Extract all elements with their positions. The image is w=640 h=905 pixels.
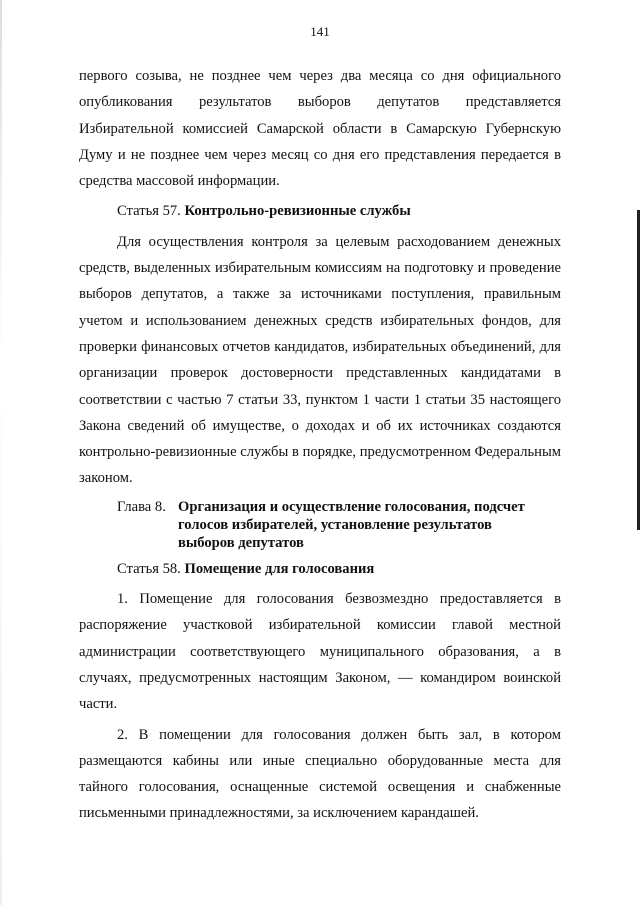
article-58-prefix: Статья 58. (117, 560, 181, 577)
article-58-paragraph-1: 1. Помещение для голосования безвозмездно предоставляется в распоряжение участковой избирательной комиссии главой местной администрации соответствующего муниципального образования, а в случаях, предусмотренных настоящим Законом, — командиром воинской части. (79, 591, 561, 713)
chapter-8-heading (79, 498, 561, 552)
page-number: 141 (310, 24, 330, 39)
article-57-text: Для осуществления контроля за целевым расходованием денежных средств, выделенных избирательным комиссиям на подготовку и проведение выборов депутатов, а также за источниками поступления, правильным учетом и использованием денежных средств избирательных фондов, для проверки финансовых отчетов кандидатов, избирательных объединений, для организации проверок достоверности представленных кандидатами в соответствии с частью 7 статьи 33, пунктом 1 части 1 статьи 35 настоящего Закона сведений об имуществе, о доходах и об их источниках создаются контрольно-ревизионные службы в порядке, предусмотренном Федеральным законом. (79, 233, 561, 487)
chapter-8-number: Глава 8. (117, 498, 166, 515)
article-58-paragraph-2: 2. В помещении для голосования должен быть зал, в котором размещаются кабины или иные специально оборудованные места для тайного голосования, оснащенные системой освещения и снабженные письменными принадлежностями, за исключением карандашей. (79, 726, 561, 822)
article-57-prefix: Статья 57. (117, 203, 181, 220)
chapter-8-title: Организация и осуществление голосования, подсчет голосов избирателей, установление результатов выборов депутатов (178, 498, 525, 551)
scan-left-edge (0, 0, 2, 905)
article-57-title: Контрольно-ревизионные службы (184, 203, 411, 220)
article-58-heading (79, 556, 561, 582)
document-body (79, 63, 561, 827)
article-58-title: Помещение для голосования (184, 560, 375, 577)
continuation-paragraph: первого созыва, не позднее чем через два месяца со дня официального опубликования результатов выборов депутатов представляется Избирательной комиссией Самарской области в Самарскую Губернскую Думу и не позднее чем через месяц со дня его представления передается в средства массовой информации. (79, 68, 561, 190)
article-57-heading (79, 198, 561, 224)
